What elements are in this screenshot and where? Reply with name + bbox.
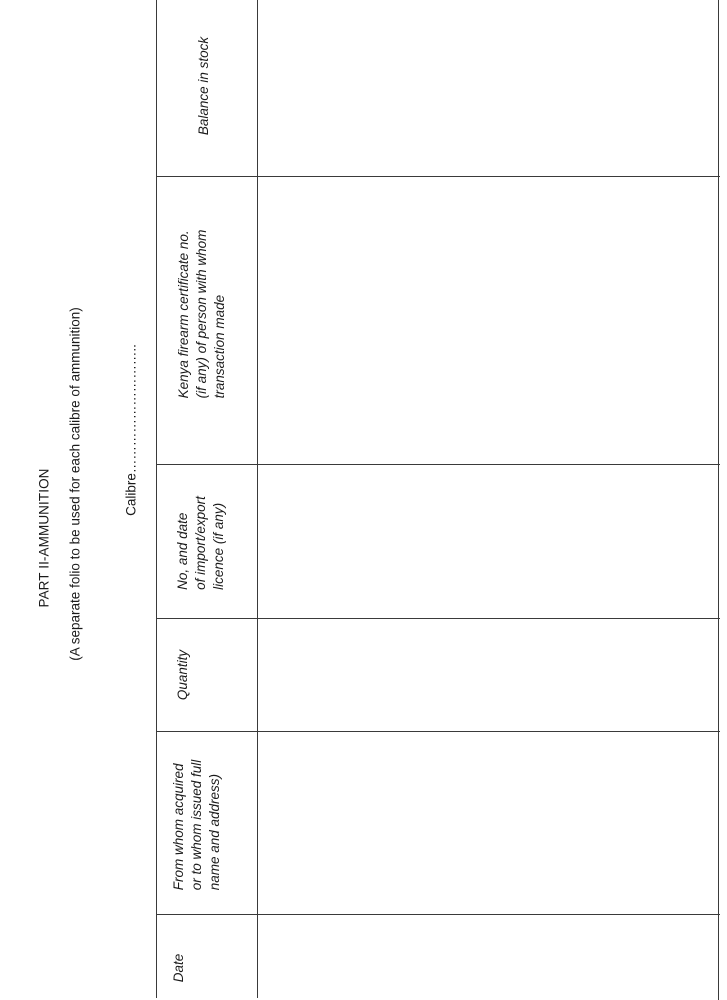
table-right-border <box>718 0 719 1000</box>
form-title: PART II-AMMUNITION <box>36 468 52 608</box>
row-divider <box>156 176 720 177</box>
form-subtitle: (A separate folio to be used for each calibre of ammunition) <box>67 307 83 661</box>
column-header-date: Date <box>171 953 186 983</box>
row-divider <box>156 464 720 465</box>
column-header-balance: Balance in stock <box>196 36 211 136</box>
row-divider <box>156 914 720 915</box>
calibre-field-label: Calibre……………………….. <box>123 344 139 516</box>
header-divider <box>257 0 258 998</box>
column-header-quantity: Quantity <box>175 649 190 701</box>
table-left-border <box>156 0 157 998</box>
row-divider <box>156 618 720 619</box>
column-header-licence: No, and date of import/export licence (if any) <box>175 496 226 590</box>
column-header-from-whom: From whom acquired or to whom issued full name and address) <box>171 759 222 891</box>
column-header-certificate: Kenya firearm certificate no. (if any) of person with whom transaction made <box>176 229 227 399</box>
row-divider <box>156 731 720 732</box>
